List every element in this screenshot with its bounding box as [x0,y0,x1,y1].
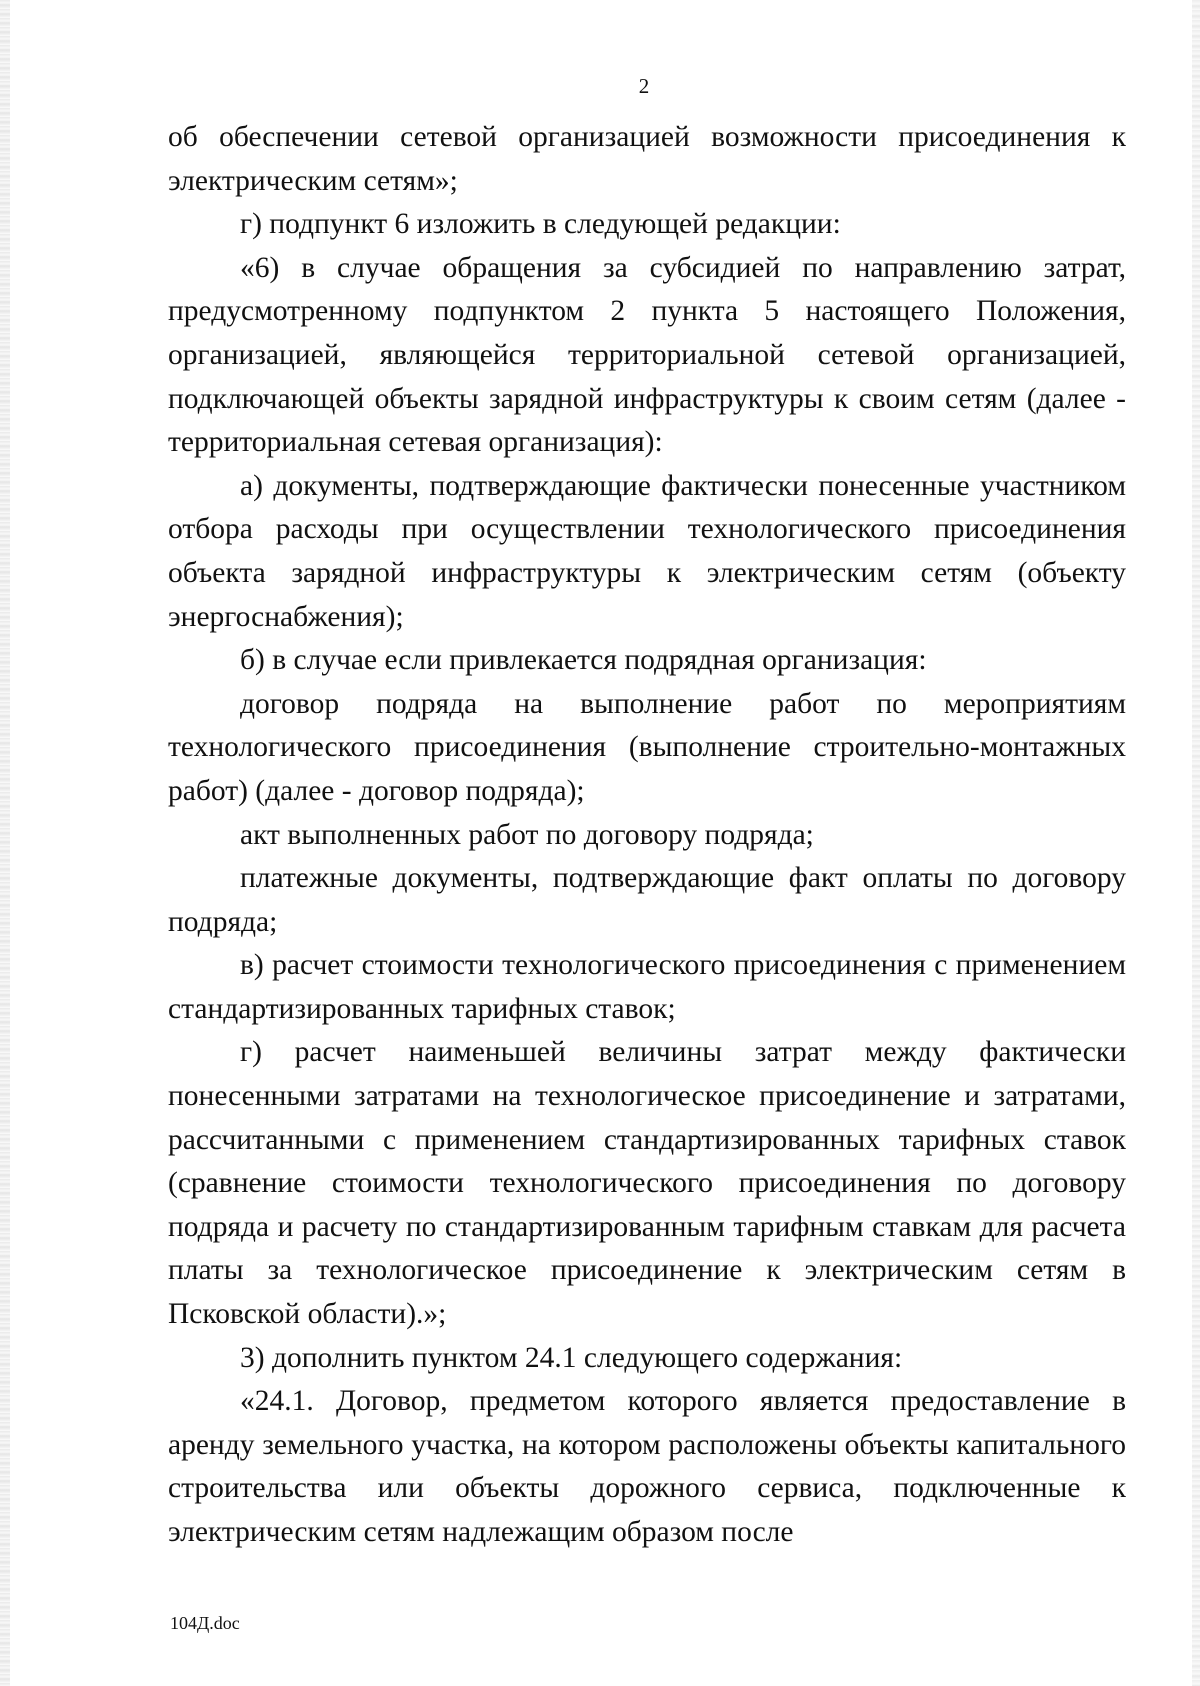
paragraph-9: в) расчет стоимости технологического присоединения с применением стандартизированных тарифных ставок; [168,949,1126,1025]
paragraph-6: договор подряда на выполнение работ по мероприятиям технологического присоединения (выполнение строительно-монтажных работ) (далее - договор подряда); [168,687,1126,807]
paragraph-3: «6) в случае обращения за субсидией по направлению затрат, предусмотренному подпунктом 2 пункта 5 настоящего Положения, организацией, являющейся территориальной сетевой организацией, подключающей объекты зарядной инфраструктуры к своим сетям (далее - территориальная сетевая организация): [168,251,1126,459]
footer-file-name: 104Д.doc [170,1613,240,1633]
paragraph-11: 3) дополнить пунктом 24.1 следующего содержания: [240,1341,903,1374]
paragraph-4: а) документы, подтверждающие фактически понесенные участником отбора расходы при осуществлении технологического присоединения объекта зарядной инфраструктуры к электрическим сетям (объекту энергоснабжения); [168,469,1126,633]
document-body [168,116,1126,1555]
page-number: 2 [638,74,650,98]
paragraph-8: платежные документы, подтверждающие факт оплаты по договору подряда; [168,862,1126,938]
scan-edge-left [0,0,10,1686]
paragraph-5: б) в случае если привлекается подрядная организация: [240,644,927,677]
scan-edge-right [1192,0,1200,1686]
paragraph-12: «24.1. Договор, предметом которого является предоставление в аренду земельного участка, на котором расположены объекты капитального строительства или объекты дорожного сервиса, подключенные к электрическим сетям надлежащим образом после [168,1385,1126,1548]
paragraph-1: об обеспечении сетевой организацией возможности присоединения к электрическим сетям»; [168,121,1126,197]
paragraph-7: акт выполненных работ по договору подряда; [240,818,814,851]
paragraph-10: г) расчет наименьшей величины затрат между фактически понесенными затратами на технологическое присоединение и затратами, рассчитанными с применением стандартизированных тарифных ставок (сравнение стоимости технологического присоединения по договору подряда и расчету по стандартизированным тарифным ставкам для расчета платы за технологическое присоединение к электрическим сетям в Псковской области).»; [168,1036,1126,1331]
paragraph-2: г) подпункт 6 изложить в следующей редакции: [240,208,841,241]
